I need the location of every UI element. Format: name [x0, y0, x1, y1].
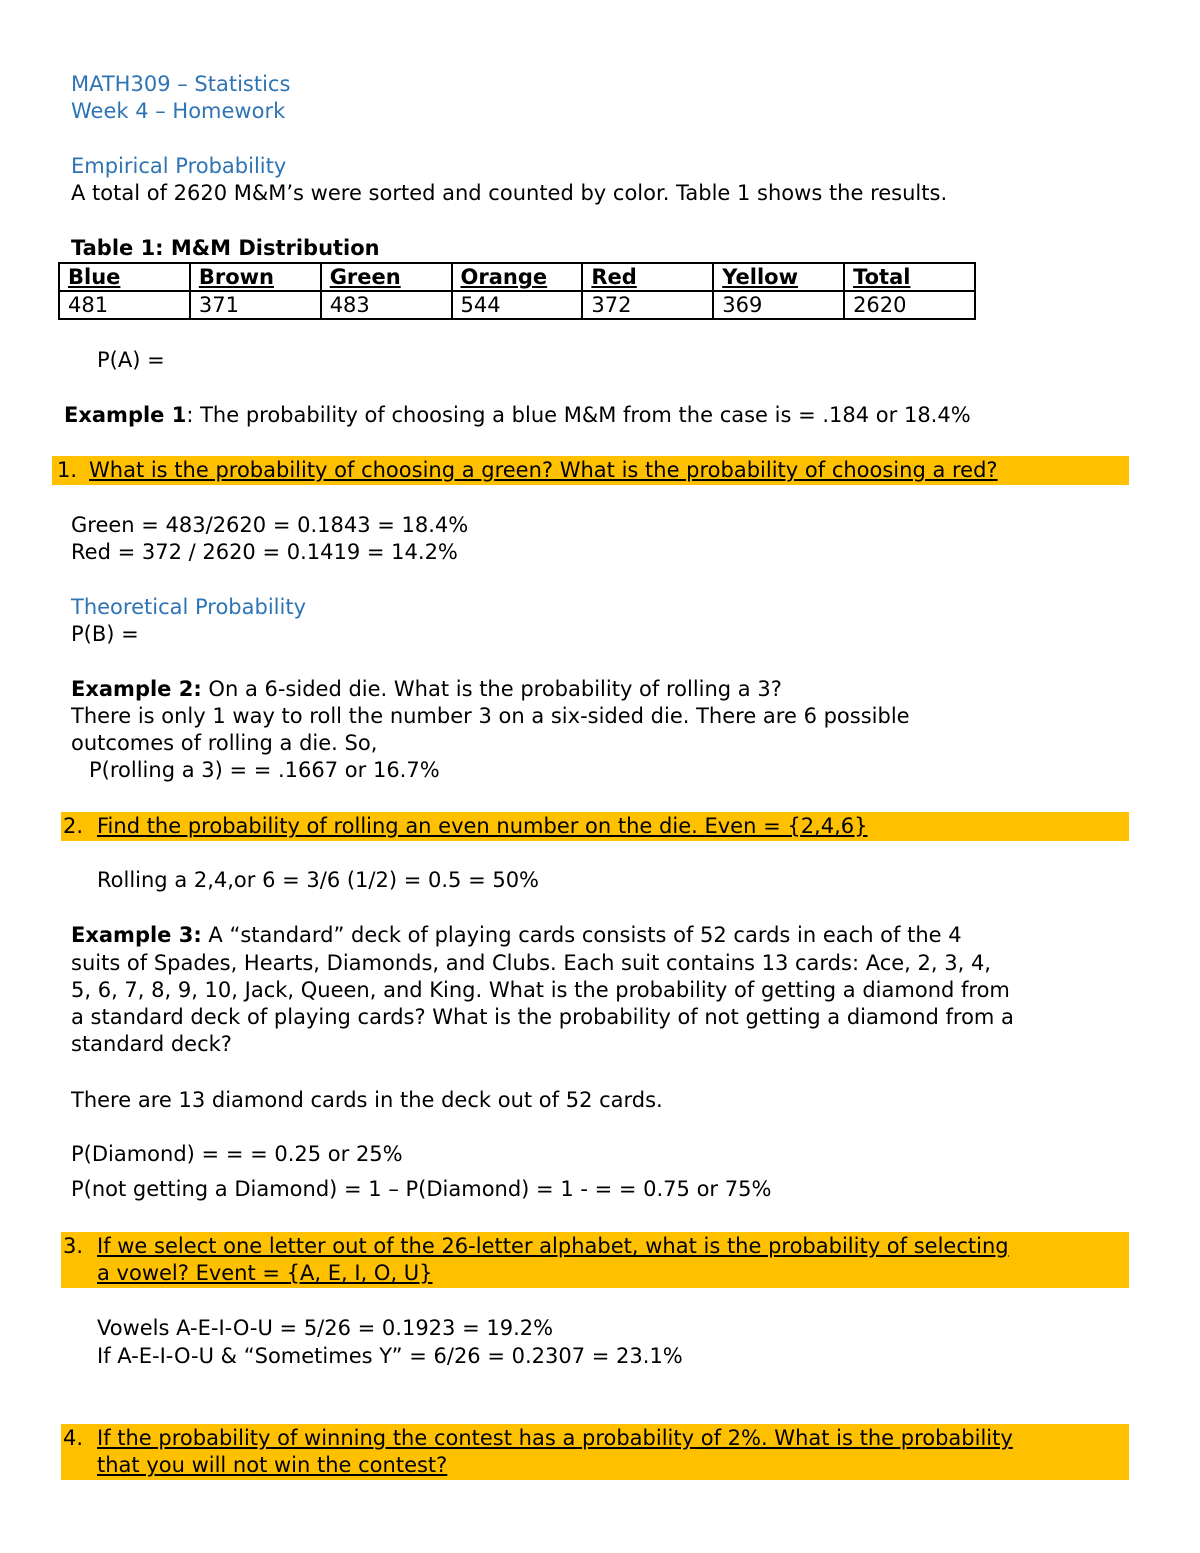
- table-header-cell: Green: [321, 263, 452, 291]
- example-2-line3: outcomes of rolling a die. So,: [71, 731, 378, 755]
- week-title: Week 4 – Homework: [71, 99, 286, 123]
- example-2-line4: P(rolling a 3) = = .1667 or 16.7%: [89, 758, 440, 782]
- example-3-line3: 5, 6, 7, 8, 9, 10, Jack, Queen, and King. What is the probability of getting a diamond from: [71, 978, 1010, 1002]
- example-2-line2: There is only 1 way to roll the number 3 on a six-sided die. There are 6 possible: [71, 704, 910, 728]
- p-diamond: P(Diamond) = = = 0.25 or 25%: [71, 1142, 403, 1166]
- example-3-statement: There are 13 diamond cards in the deck out of 52 cards.: [71, 1088, 663, 1112]
- question-4: [63, 1425, 1123, 1479]
- example-3-line1: A “standard” deck of playing cards consists of 52 cards in each of the 4: [201, 923, 962, 947]
- example-1: [64, 402, 971, 429]
- table-cell: 369: [713, 291, 844, 319]
- p-not-diamond: P(not getting a Diamond) = 1 – P(Diamond) = 1 - = = 0.75 or 75%: [71, 1177, 772, 1201]
- formula-pa: P(A) =: [97, 348, 165, 372]
- empirical-heading: Empirical Probability: [71, 154, 287, 178]
- q2-number: 2.: [63, 814, 84, 838]
- q3-answer-vowels: Vowels A-E-I-O-U = 5/26 = 0.1923 = 19.2%: [97, 1316, 554, 1340]
- example-3-line4: a standard deck of playing cards? What is the probability of not getting a diamond from a: [71, 1005, 1014, 1029]
- empirical-intro: A total of 2620 M&M’s were sorted and counted by color. Table 1 shows the results.: [71, 181, 948, 205]
- q2-answer: Rolling a 2,4,or 6 = 3/6 (1/2) = 0.5 = 50%: [97, 868, 540, 892]
- table-cell: 371: [190, 291, 321, 319]
- q3-text-line1: If we select one letter out of the 26-letter alphabet, what is the probability of selecting: [97, 1234, 1009, 1258]
- theoretical-heading: Theoretical Probability: [71, 595, 306, 619]
- example-2-label: Example 2:: [71, 677, 202, 701]
- table-header-cell: Orange: [452, 263, 583, 291]
- table-header-cell: Brown: [190, 263, 321, 291]
- table-cell: 481: [59, 291, 190, 319]
- table-cell: 483: [321, 291, 452, 319]
- q4-text-line1: If the probability of winning the contest has a probability of 2%. What is the probability: [97, 1426, 1013, 1450]
- q1-answer-red: Red = 372 / 2620 = 0.1419 = 14.2%: [71, 540, 458, 564]
- table-cell: 544: [452, 291, 583, 319]
- table-header-cell: Red: [582, 263, 713, 291]
- example-1-label: Example 1: [64, 403, 187, 427]
- example-3: [71, 922, 962, 949]
- q3-number: 3.: [63, 1234, 84, 1258]
- table-title: Table 1: M&M Distribution: [71, 236, 380, 260]
- example-1-text: : The probability of choosing a blue M&M from the case is = .184 or 18.4%: [186, 403, 971, 427]
- q4-number: 4.: [63, 1426, 84, 1450]
- q3-text-line2: a vowel? Event = {A, E, I, O, U}: [97, 1261, 433, 1285]
- example-2: [71, 676, 782, 703]
- table-header-cell: Yellow: [713, 263, 844, 291]
- table-header-row: [59, 263, 975, 291]
- table-cell: 372: [582, 291, 713, 319]
- q2-text: Find the probability of rolling an even number on the die. Even = {2,4,6}: [97, 814, 868, 838]
- q1-number: 1.: [57, 458, 78, 482]
- q1-text: What is the probability of choosing a green? What is the probability of choosing a red?: [89, 458, 998, 482]
- q3-answer-sometimes-y: If A-E-I-O-U & “Sometimes Y” = 6/26 = 0.2307 = 23.1%: [97, 1344, 683, 1368]
- table-row: [59, 291, 975, 319]
- example-2-text: On a 6-sided die. What is the probability of rolling a 3?: [201, 677, 782, 701]
- course-title: MATH309 – Statistics: [71, 72, 291, 96]
- q1-answer-green: Green = 483/2620 = 0.1843 = 18.4%: [71, 513, 469, 537]
- mm-distribution-table: [58, 262, 976, 320]
- q4-text-line2: that you will not win the contest?: [97, 1453, 448, 1477]
- formula-pb: P(B) =: [71, 622, 139, 646]
- example-3-line2: suits of Spades, Hearts, Diamonds, and Clubs. Each suit contains 13 cards: Ace, 2, 3, 4,: [71, 951, 991, 975]
- example-3-label: Example 3:: [71, 923, 202, 947]
- example-3-line5: standard deck?: [71, 1032, 232, 1056]
- table-cell: 2620: [844, 291, 975, 319]
- question-3: [63, 1233, 1123, 1287]
- table-header-cell: Total: [844, 263, 975, 291]
- table-header-cell: Blue: [59, 263, 190, 291]
